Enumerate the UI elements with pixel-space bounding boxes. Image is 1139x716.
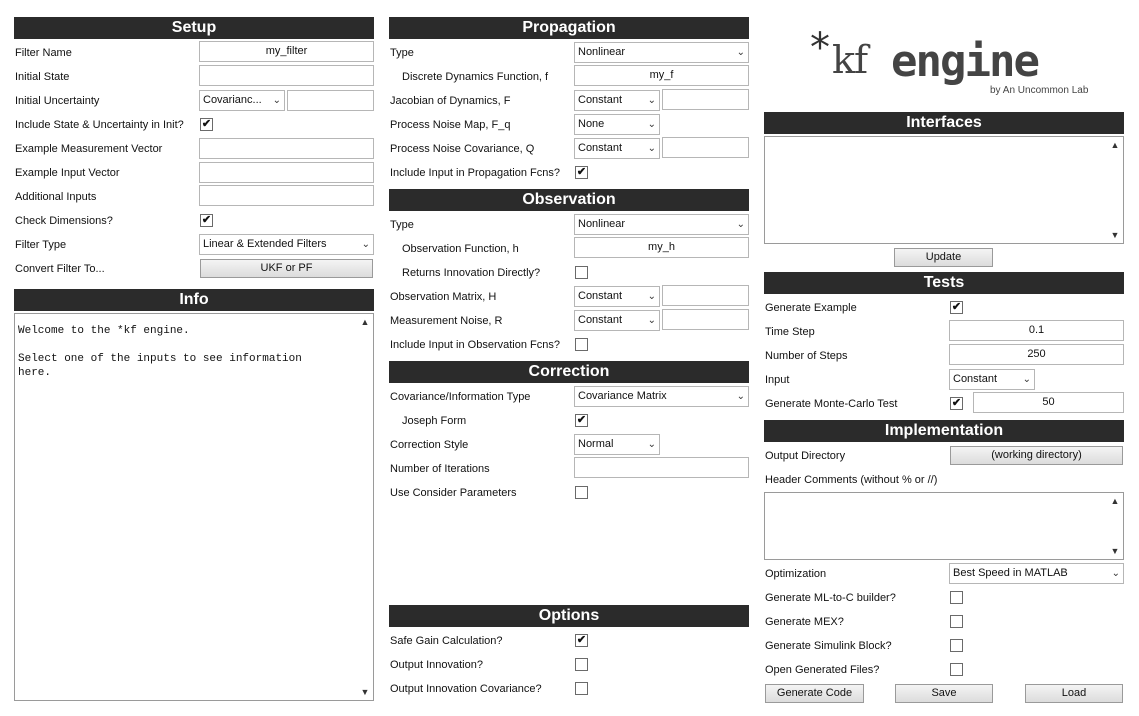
filter-name-input[interactable]: my_filter: [199, 41, 374, 62]
monte-carlo-checkbox[interactable]: ✔: [951, 397, 962, 409]
scroll-down-icon[interactable]: ▼: [1110, 230, 1120, 240]
generate-example-checkbox[interactable]: ✔: [951, 301, 962, 313]
optimization-label: Optimization: [765, 568, 827, 580]
observation-type-select-value: Nonlinear: [578, 218, 626, 230]
measurement-noise-select-value: Constant: [578, 314, 623, 326]
save-button[interactable]: Save: [895, 684, 993, 703]
include-state-label: Include State & Uncertainty in Init?: [15, 119, 184, 131]
output-innovation-covariance-label: Output Innovation Covariance?: [390, 683, 542, 695]
noise-map-label: Process Noise Map, F_q: [390, 119, 511, 131]
interfaces-scrollbar[interactable]: [1108, 138, 1122, 242]
chevron-down-icon: ⌄: [361, 239, 370, 250]
monte-carlo-label: Generate Monte-Carlo Test: [765, 398, 898, 410]
interfaces-textarea[interactable]: [764, 136, 1124, 244]
example-measurement-input[interactable]: [199, 138, 374, 159]
dynamics-function-input[interactable]: my_f: [574, 65, 749, 86]
number-of-iterations-input[interactable]: [574, 457, 749, 478]
filter-type-label: Filter Type: [15, 239, 67, 251]
propagation-include-input-label: Include Input in Propagation Fcns?: [390, 167, 561, 179]
open-generated-files-checkbox[interactable]: [950, 663, 963, 676]
test-input-select-value: Constant: [953, 373, 998, 385]
mex-checkbox[interactable]: [950, 615, 963, 628]
optimization-select[interactable]: [949, 563, 1124, 584]
monte-carlo-input[interactable]: 50: [973, 392, 1124, 413]
initial-uncertainty-select-value: Covarianc...: [203, 94, 262, 106]
open-generated-files-label: Open Generated Files?: [765, 664, 880, 676]
ml-to-c-label: Generate ML-to-C builder?: [765, 592, 896, 604]
correction-style-label: Correction Style: [390, 439, 469, 451]
covariance-type-label: Covariance/Information Type: [390, 391, 531, 403]
chevron-down-icon: ⌄: [736, 47, 745, 58]
noise-covariance-input[interactable]: [662, 137, 749, 158]
filter-type-select-value: Linear & Extended Filters: [203, 238, 327, 250]
test-input-select[interactable]: [949, 369, 1035, 390]
test-input-label: Input: [765, 374, 790, 386]
info-text: Welcome to the *kf engine. Select one of the inputs to see information here.: [18, 325, 302, 379]
correction-header: Correction: [389, 361, 749, 383]
number-of-steps-label: Number of Steps: [765, 350, 848, 362]
noise-map-select[interactable]: [574, 114, 660, 135]
initial-uncertainty-select[interactable]: [199, 90, 285, 111]
include-state-checkbox[interactable]: ✔: [201, 118, 212, 130]
measurement-noise-select[interactable]: [574, 310, 660, 331]
generate-code-button[interactable]: Generate Code: [765, 684, 864, 703]
observation-function-input[interactable]: my_h: [574, 237, 749, 258]
observation-matrix-select-value: Constant: [578, 290, 623, 302]
observation-type-select[interactable]: [574, 214, 749, 235]
logo-star: *: [810, 25, 830, 71]
chevron-down-icon: ⌄: [1022, 374, 1031, 385]
simulink-checkbox[interactable]: [950, 639, 963, 652]
correction-style-select-value: Normal: [578, 438, 614, 450]
covariance-type-select[interactable]: [574, 386, 749, 407]
noise-map-select-value: None: [578, 118, 605, 130]
header-comments-scrollbar[interactable]: [1108, 494, 1122, 558]
convert-filter-label: Convert Filter To...: [15, 263, 105, 275]
time-step-input[interactable]: 0.1: [949, 320, 1124, 341]
safe-gain-label: Safe Gain Calculation?: [390, 635, 503, 647]
observation-matrix-input[interactable]: [662, 285, 749, 306]
logo-byline: by An Uncommon Lab: [990, 85, 1089, 96]
observation-function-label: Observation Function, h: [402, 243, 519, 255]
chevron-down-icon: ⌄: [647, 439, 656, 450]
propagation-header: Propagation: [389, 17, 749, 39]
logo-kf: kf: [832, 38, 868, 82]
scroll-up-icon[interactable]: ▲: [1110, 140, 1120, 150]
observation-matrix-select[interactable]: [574, 286, 660, 307]
chevron-down-icon: ⌄: [647, 95, 656, 106]
output-innovation-covariance-checkbox[interactable]: [575, 682, 588, 695]
measurement-noise-input[interactable]: [662, 309, 749, 330]
observation-include-input-label: Include Input in Observation Fcns?: [390, 339, 560, 351]
example-measurement-label: Example Measurement Vector: [15, 143, 163, 155]
chevron-down-icon: ⌄: [736, 219, 745, 230]
initial-state-input[interactable]: [199, 65, 374, 86]
observation-include-input-checkbox[interactable]: [575, 338, 588, 351]
jacobian-select[interactable]: [574, 90, 660, 111]
chevron-down-icon: ⌄: [647, 315, 656, 326]
number-of-iterations-label: Number of Iterations: [390, 463, 490, 475]
scroll-down-icon[interactable]: ▼: [1110, 546, 1120, 556]
chevron-down-icon: ⌄: [647, 119, 656, 130]
noise-covariance-select[interactable]: [574, 138, 660, 159]
joseph-form-label: Joseph Form: [402, 415, 467, 427]
dynamics-function-label: Discrete Dynamics Function, f: [402, 71, 549, 83]
implementation-header: Implementation: [764, 420, 1124, 442]
additional-inputs-input[interactable]: [199, 185, 374, 206]
options-header: Options: [389, 605, 749, 627]
update-button[interactable]: Update: [894, 248, 993, 267]
additional-inputs-label: Additional Inputs: [15, 191, 97, 203]
propagation-include-input-checkbox[interactable]: ✔: [576, 166, 587, 178]
scroll-up-icon[interactable]: ▲: [1110, 496, 1120, 506]
observation-type-label: Type: [390, 219, 414, 231]
propagation-type-label: Type: [390, 47, 414, 59]
initial-state-label: Initial State: [15, 71, 70, 83]
output-innovation-label: Output Innovation?: [390, 659, 483, 671]
chevron-down-icon: ⌄: [1111, 568, 1120, 579]
check-dimensions-checkbox[interactable]: ✔: [201, 214, 212, 226]
optimization-select-value: Best Speed in MATLAB: [953, 567, 1068, 579]
propagation-type-select-value: Nonlinear: [578, 46, 626, 58]
header-comments-textarea[interactable]: [764, 492, 1124, 560]
measurement-noise-label: Measurement Noise, R: [390, 315, 503, 327]
number-of-steps-input[interactable]: 250: [949, 344, 1124, 365]
convert-filter-button[interactable]: UKF or PF: [200, 259, 373, 278]
observation-matrix-label: Observation Matrix, H: [390, 291, 497, 303]
header-comments-label: Header Comments (without % or //): [765, 474, 938, 486]
output-innovation-checkbox[interactable]: [575, 658, 588, 671]
check-dimensions-label: Check Dimensions?: [15, 215, 113, 227]
load-button[interactable]: Load: [1025, 684, 1123, 703]
returns-innovation-checkbox[interactable]: [575, 266, 588, 279]
simulink-label: Generate Simulink Block?: [765, 640, 892, 652]
logo-engine: engine: [891, 36, 1038, 87]
chevron-down-icon: ⌄: [736, 391, 745, 402]
generate-example-label: Generate Example: [765, 302, 857, 314]
output-directory-label: Output Directory: [765, 450, 846, 462]
ml-to-c-checkbox[interactable]: [950, 591, 963, 604]
scroll-down-icon[interactable]: ▼: [360, 687, 370, 697]
mex-label: Generate MEX?: [765, 616, 844, 628]
propagation-type-select[interactable]: [574, 42, 749, 63]
joseph-form-checkbox[interactable]: ✔: [576, 414, 587, 426]
consider-parameters-label: Use Consider Parameters: [390, 487, 517, 499]
filter-type-select[interactable]: [199, 234, 374, 255]
chevron-down-icon: ⌄: [272, 95, 281, 106]
jacobian-input[interactable]: [662, 89, 749, 110]
consider-parameters-checkbox[interactable]: [575, 486, 588, 499]
time-step-label: Time Step: [765, 326, 815, 338]
info-header: Info: [14, 289, 374, 311]
observation-header: Observation: [389, 189, 749, 211]
output-directory-button[interactable]: (working directory): [950, 446, 1123, 465]
setup-header: Setup: [14, 17, 374, 39]
interfaces-header: Interfaces: [764, 112, 1124, 134]
initial-uncertainty-label: Initial Uncertainty: [15, 95, 100, 107]
correction-style-select[interactable]: [574, 434, 660, 455]
chevron-down-icon: ⌄: [647, 143, 656, 154]
initial-uncertainty-input[interactable]: [287, 90, 374, 111]
noise-covariance-label: Process Noise Covariance, Q: [390, 143, 535, 155]
jacobian-label: Jacobian of Dynamics, F: [390, 95, 511, 107]
chevron-down-icon: ⌄: [647, 291, 656, 302]
info-textarea[interactable]: [14, 313, 374, 701]
example-input-input[interactable]: [199, 162, 374, 183]
example-input-label: Example Input Vector: [15, 167, 120, 179]
info-scrollbar[interactable]: [358, 315, 372, 699]
returns-innovation-label: Returns Innovation Directly?: [402, 267, 541, 279]
noise-covariance-select-value: Constant: [578, 142, 623, 154]
safe-gain-checkbox[interactable]: ✔: [576, 634, 587, 646]
filter-name-label: Filter Name: [15, 47, 72, 59]
jacobian-select-value: Constant: [578, 94, 623, 106]
tests-header: Tests: [764, 272, 1124, 294]
covariance-type-select-value: Covariance Matrix: [578, 390, 667, 402]
scroll-up-icon[interactable]: ▲: [360, 317, 370, 327]
